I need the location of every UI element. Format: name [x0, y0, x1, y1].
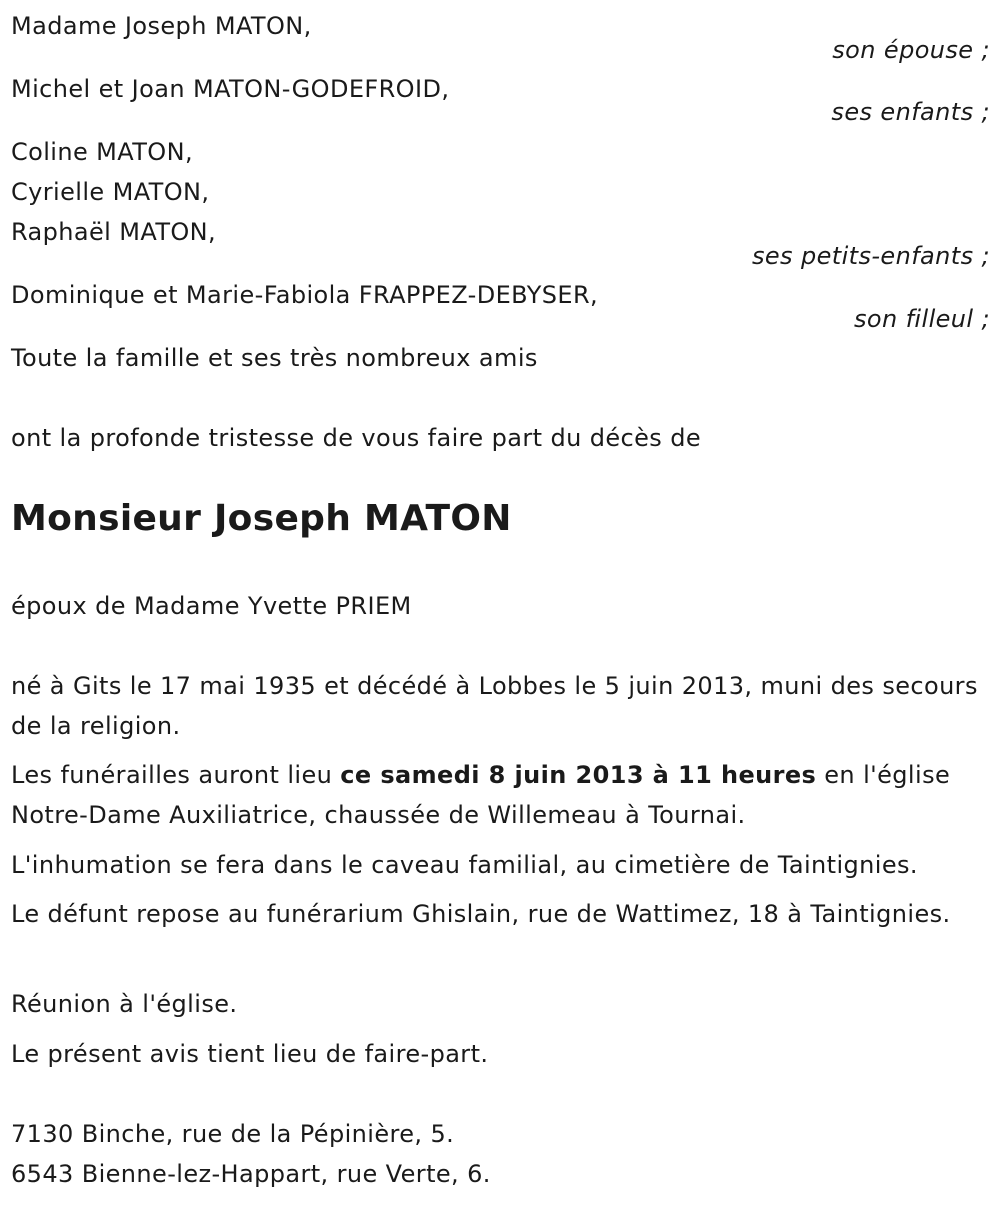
family-name-grandchild-1: Coline MATON, [11, 138, 193, 166]
family-name-spouse: Madame Joseph MATON, [11, 12, 312, 40]
family-name-grandchild-3: Raphaël MATON, [11, 218, 217, 246]
meeting-paragraph: Réunion à l'église. [11, 990, 238, 1018]
announcement-text: ont la profonde tristesse de vous faire part du décès de [11, 424, 702, 452]
family-role-grandchildren: ses petits-enfants ; [751, 242, 990, 270]
family-name-grandchild-2: Cyrielle MATON, [11, 178, 210, 206]
family-name-children: Michel et Joan MATON-GODEFROID, [11, 75, 450, 103]
family-role-godson: son filleul ; [853, 305, 990, 333]
family-name-godson: Dominique et Marie-Fabiola FRAPPEZ-DEBYSER, [11, 281, 599, 309]
family-closing: Toute la famille et ses très nombreux amis [11, 344, 538, 372]
funeral-paragraph [11, 755, 986, 835]
rests-paragraph: Le défunt repose au funérarium Ghislain, rue de Wattimez, 18 à Taintignies. [11, 900, 951, 928]
funeral-text-after: en l'église Notre-Dame Auxiliatrice, chaussée de Willemeau à Tournai. [11, 761, 951, 829]
birth-death-paragraph: né à Gits le 17 mai 1935 et décédé à Lobbes le 5 juin 2013, muni des secours de la religion. [11, 672, 978, 740]
family-role-spouse: son épouse ; [832, 36, 990, 64]
family-role-children: ses enfants ; [831, 98, 990, 126]
spouse-line: époux de Madame Yvette PRIEM [11, 592, 412, 620]
funeral-date-time: ce samedi 8 juin 2013 à 11 heures [340, 761, 817, 789]
notice-paragraph: Le présent avis tient lieu de faire-part. [11, 1040, 489, 1068]
address-1: 7130 Binche, rue de la Pépinière, 5. [11, 1120, 455, 1148]
burial-paragraph: L'inhumation se fera dans le caveau familial, au cimetière de Taintignies. [11, 851, 918, 879]
deceased-name: Monsieur Joseph MATON [11, 498, 512, 539]
address-2: 6543 Bienne-lez-Happart, rue Verte, 6. [11, 1160, 491, 1188]
funeral-text-before: Les funérailles auront lieu [11, 761, 341, 789]
